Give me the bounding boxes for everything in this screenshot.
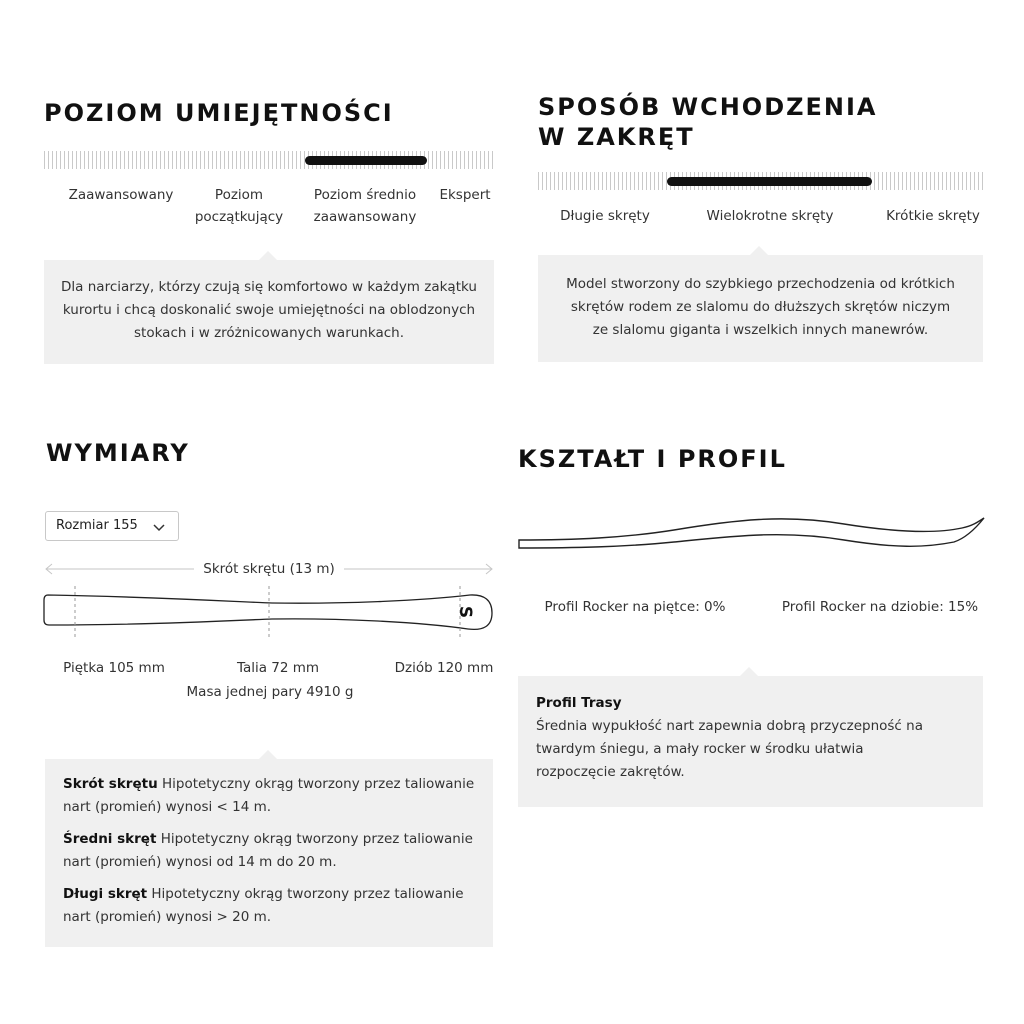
size-select-value: Rozmiar 155 [56, 518, 138, 533]
skill-description: Dla narciarzy, którzy czują się komfortowo w każdym zakątku kurortu i chcą doskonalić swoje umiejętności na oblodzonych stokach i w zróżnicowanych warunkach. [61, 279, 477, 341]
definition-long [63, 883, 475, 929]
turn-option-short: Krótkie skręty [886, 208, 980, 224]
turn-description: Model stworzony do szybkiego przechodzenia od krótkich skrętów rodem ze slalomu do dłuższych skrętów niczym ze slalomu giganta i wszelkich innych manewrów. [566, 276, 955, 338]
ski-side-profile [514, 510, 990, 566]
turn-option-long: Długie skręty [560, 208, 650, 224]
turn-radius-label: Skrót skrętu (13 m) [194, 558, 344, 580]
definition-short-text: Hipotetyczny okrąg tworzony przez taliowanie nart (promień) wynosi < 14 m. [63, 776, 475, 815]
tip-width: Dziób 120 mm [394, 660, 494, 676]
definition-medium-term: Średni skręt [63, 831, 157, 847]
turn-title-line2: W ZAKRĘT [538, 123, 695, 151]
waist-width: Talia 72 mm [236, 660, 320, 676]
rocker-tip: Profil Rocker na dziobie: 15% [781, 599, 979, 615]
definition-long-text: Hipotetyczny okrąg tworzony przez taliowanie nart (promień) wynosi > 20 m. [63, 886, 464, 925]
skill-description-box [44, 260, 494, 364]
profile-info-box [518, 676, 983, 807]
skill-option-expert: Ekspert [439, 187, 491, 203]
skill-option-advanced: Zaawansowany [68, 187, 174, 203]
ski-top-view [40, 586, 500, 640]
turn-description-box [538, 255, 983, 362]
skill-title: POZIOM UMIEJĘTNOŚCI [44, 99, 394, 127]
brand-logo: S [455, 605, 476, 619]
dimensions-box-pointer [259, 750, 277, 759]
heel-width: Piętka 105 mm [63, 660, 165, 676]
size-select[interactable] [45, 511, 179, 541]
chevron-down-icon [153, 522, 165, 532]
dimensions-title: WYMIARY [46, 439, 190, 467]
profile-info-title: Profil Trasy [536, 695, 622, 711]
turn-box-pointer [750, 246, 768, 255]
profile-title: KSZTAŁT I PROFIL [518, 445, 787, 473]
skill-level-track [44, 151, 494, 169]
turn-level-indicator [667, 177, 872, 186]
profile-info-text: Średnia wypukłość nart zapewnia dobrą przyczepność na twardym śniegu, a mały rocker w środku ułatwia rozpoczęcie zakrętów. [536, 718, 923, 780]
definition-short [63, 773, 475, 819]
rocker-tail: Profil Rocker na piętce: 0% [544, 599, 726, 615]
definition-short-term: Skrót skrętu [63, 776, 158, 792]
definition-medium [63, 828, 475, 874]
turn-definitions-box [45, 759, 493, 947]
definition-long-term: Długi skręt [63, 886, 148, 902]
turn-title-line1: SPOSÓB WCHODZENIA [538, 93, 878, 121]
turn-option-multiple: Wielokrotne skręty [706, 208, 834, 224]
profile-box-pointer [740, 667, 758, 676]
skill-level-indicator [305, 156, 427, 165]
pair-mass: Masa jednej pary 4910 g [186, 684, 354, 700]
skill-option-intermediate: Poziom średnio zaawansowany [313, 187, 417, 225]
skill-box-pointer [259, 251, 277, 260]
definition-medium-text: Hipotetyczny okrąg tworzony przez taliowanie nart (promień) wynosi od 14 m do 20 m. [63, 831, 473, 870]
skill-option-beginner: Poziom początkujący [194, 187, 284, 225]
